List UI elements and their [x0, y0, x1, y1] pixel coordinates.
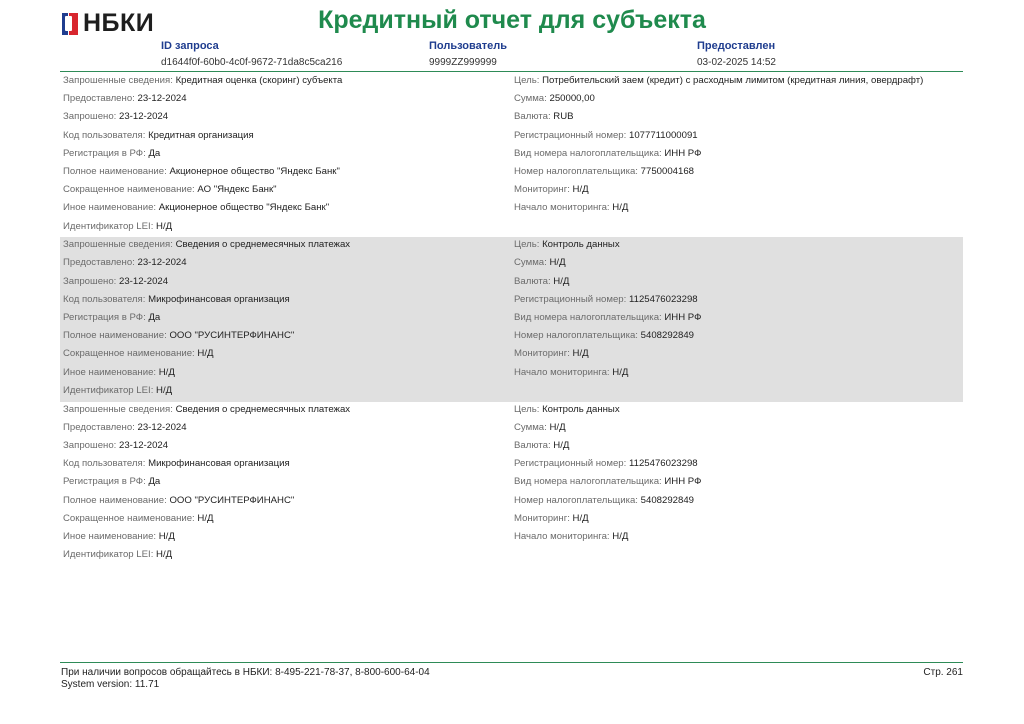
field-label: Полное наименование: — [63, 330, 167, 342]
field-row — [63, 348, 510, 366]
field-row — [63, 385, 510, 403]
field-row — [514, 166, 963, 184]
field-value: ИНН РФ — [664, 476, 702, 488]
field-row — [514, 276, 963, 294]
field-label: Запрошено: — [63, 111, 117, 123]
footer-divider — [60, 662, 963, 663]
field-row — [63, 330, 510, 348]
field-label: Номер налогоплательщика: — [514, 494, 638, 506]
field-value: 5408292849 — [640, 330, 695, 342]
field-value: Н/Д — [572, 184, 589, 196]
field-value: Н/Д — [553, 439, 570, 451]
field-label: Запрошено: — [63, 439, 117, 451]
field-value: Контроль данных — [542, 239, 620, 251]
field-row — [514, 312, 963, 330]
meta-request-id — [161, 40, 342, 68]
field-label: Регистрационный номер: — [514, 458, 627, 470]
field-row — [63, 148, 510, 166]
field-value: Микрофинансовая организация — [148, 458, 290, 470]
field-row — [514, 202, 963, 220]
field-value: Н/Д — [197, 512, 214, 524]
field-label: Запрошено: — [63, 275, 117, 287]
field-value: Н/Д — [197, 348, 214, 360]
field-value: 7750004168 — [640, 165, 695, 177]
field-label: Валюта: — [514, 439, 551, 451]
field-row — [514, 294, 963, 312]
field-row — [514, 75, 963, 93]
meta-value: d1644f0f-60b0-4c0f-9672-71da8c5ca216 — [161, 57, 343, 68]
field-value: Акционерное общество "Яндекс Банк" — [169, 165, 340, 177]
field-label: Иное наименование: — [63, 530, 157, 542]
field-value: Н/Д — [156, 549, 173, 561]
field-value: Кредитная организация — [148, 129, 254, 141]
field-row — [63, 93, 510, 111]
field-label: Полное наименование: — [63, 165, 167, 177]
meta-user — [429, 40, 507, 68]
field-label: Валюта: — [514, 275, 551, 287]
field-value: 23-12-2024 — [119, 111, 169, 123]
field-label: Запрошенные сведения: — [63, 239, 173, 251]
field-value: ИНН РФ — [664, 312, 702, 324]
field-value: Н/Д — [549, 257, 566, 269]
field-value: Да — [148, 147, 161, 159]
field-value: Н/Д — [572, 512, 589, 524]
field-label: Вид номера налогоплательщика: — [514, 476, 662, 488]
inquiry-section — [60, 237, 963, 401]
field-row — [514, 111, 963, 129]
meta-provided — [697, 40, 776, 68]
meta-label: Предоставлен — [697, 40, 776, 52]
field-value: ИНН РФ — [664, 147, 702, 159]
field-row — [514, 330, 963, 348]
field-label: Идентификатор LEI: — [63, 220, 154, 232]
field-row — [514, 184, 963, 202]
field-value: 23-12-2024 — [137, 421, 187, 433]
field-label: Запрошенные сведения: — [63, 75, 173, 86]
field-row — [63, 312, 510, 330]
meta-value: 03-02-2025 14:52 — [697, 57, 776, 68]
inquiry-column-left — [60, 75, 510, 237]
field-label: Код пользователя: — [63, 129, 146, 141]
field-label: Регистрация в РФ: — [63, 147, 146, 159]
field-row — [63, 202, 510, 220]
footer-contact: При наличии вопросов обращайтесь в НБКИ: 8-495-221-78-37, 8-800-600-64-04 — [61, 667, 430, 678]
field-row — [63, 422, 510, 440]
page-number: Стр. 261 — [923, 667, 963, 678]
field-row — [63, 549, 510, 567]
meta-label: ID запроса — [161, 40, 219, 52]
field-row — [63, 184, 510, 202]
field-label: Иное наименование: — [63, 202, 157, 214]
field-value: ООО "РУСИНТЕРФИНАНС" — [169, 494, 295, 506]
field-label: Начало мониторинга: — [514, 366, 610, 378]
field-row — [63, 130, 510, 148]
field-row — [514, 531, 963, 549]
field-label: Вид номера налогоплательщика: — [514, 147, 662, 159]
field-value: Сведения о среднемесячных платежах — [175, 403, 351, 415]
field-value: RUB — [553, 111, 574, 123]
logo-text: НБКИ — [83, 9, 155, 37]
field-row — [63, 221, 510, 239]
field-value: Н/Д — [572, 348, 589, 360]
field-label: Предоставлено: — [63, 93, 135, 105]
field-value: Н/Д — [553, 275, 570, 287]
inquiry-section — [60, 73, 963, 237]
field-label: Мониторинг: — [514, 512, 570, 524]
field-label: Идентификатор LEI: — [63, 549, 154, 561]
field-label: Регистрационный номер: — [514, 129, 627, 141]
field-value: 1125476023298 — [628, 458, 698, 470]
field-row — [63, 513, 510, 531]
field-label: Сумма: — [514, 93, 547, 105]
field-label: Предоставлено: — [63, 257, 135, 269]
field-value: 1125476023298 — [628, 293, 698, 305]
field-row — [63, 404, 510, 422]
field-label: Цель: — [514, 239, 540, 251]
field-label: Вид номера налогоплательщика: — [514, 312, 662, 324]
field-label: Регистрационный номер: — [514, 293, 627, 305]
inquiry-column-right — [510, 75, 963, 237]
field-row — [63, 531, 510, 549]
field-value: 23-12-2024 — [137, 257, 187, 269]
field-row — [514, 148, 963, 166]
inquiry-section — [60, 402, 963, 566]
inquiry-column-left — [60, 239, 510, 401]
field-row — [514, 404, 963, 422]
field-label: Валюта: — [514, 111, 551, 123]
field-label: Сокращенное наименование: — [63, 184, 195, 196]
field-row — [63, 440, 510, 458]
field-row — [63, 166, 510, 184]
field-value: 23-12-2024 — [137, 93, 187, 105]
field-label: Регистрация в РФ: — [63, 476, 146, 488]
field-label: Идентификатор LEI: — [63, 384, 154, 396]
field-value: 23-12-2024 — [119, 439, 169, 451]
inquiry-column-left — [60, 404, 510, 566]
field-row — [514, 367, 963, 385]
field-row — [514, 93, 963, 111]
field-value: Н/Д — [612, 202, 629, 214]
field-value: Н/Д — [158, 530, 175, 542]
meta-value: 9999ZZ999999 — [429, 57, 497, 68]
field-row — [63, 367, 510, 385]
field-value: Микрофинансовая организация — [148, 293, 290, 305]
field-row — [514, 476, 963, 494]
footer-version: System version: 11.71 — [61, 679, 160, 690]
field-value: Акционерное общество "Яндекс Банк" — [158, 202, 330, 214]
field-row — [514, 495, 963, 513]
page-title: Кредитный отчет для субъекта — [318, 6, 706, 34]
field-value: 23-12-2024 — [119, 275, 169, 287]
field-value: ООО "РУСИНТЕРФИНАНС" — [169, 330, 295, 342]
field-value: Потребительский заем (кредит) с расходным лимитом (кредитная линия, овердрафт) — [542, 75, 924, 86]
field-row — [63, 257, 510, 275]
meta-label: Пользователь — [429, 40, 508, 52]
field-value: Н/Д — [549, 421, 566, 433]
field-label: Код пользователя: — [63, 293, 146, 305]
field-label: Сумма: — [514, 421, 547, 433]
field-row — [63, 294, 510, 312]
field-value: Сведения о среднемесячных платежах — [175, 239, 351, 251]
field-row — [514, 130, 963, 148]
field-row — [63, 239, 510, 257]
field-label: Мониторинг: — [514, 348, 570, 360]
field-value: Да — [148, 476, 161, 488]
field-label: Код пользователя: — [63, 458, 146, 470]
field-label: Предоставлено: — [63, 421, 135, 433]
field-label: Иное наименование: — [63, 366, 157, 378]
field-value: Н/Д — [156, 220, 173, 232]
field-value: 1077711000091 — [628, 129, 698, 141]
field-label: Регистрация в РФ: — [63, 312, 146, 324]
field-label: Сокращенное наименование: — [63, 512, 195, 524]
field-value: Кредитная оценка (скоринг) субъекта — [175, 75, 343, 86]
field-value: Контроль данных — [542, 403, 620, 415]
field-label: Начало мониторинга: — [514, 530, 610, 542]
field-row — [63, 111, 510, 129]
field-label: Запрошенные сведения: — [63, 403, 173, 415]
field-label: Сумма: — [514, 257, 547, 269]
field-row — [63, 276, 510, 294]
inquiry-sections — [60, 73, 963, 566]
field-value: 5408292849 — [640, 494, 695, 506]
field-row — [63, 476, 510, 494]
field-row — [514, 440, 963, 458]
field-row — [63, 75, 510, 93]
inquiry-column-right — [510, 239, 963, 401]
field-value: Н/Д — [158, 366, 175, 378]
field-value: Н/Д — [612, 530, 629, 542]
field-label: Начало мониторинга: — [514, 202, 610, 214]
field-row — [514, 257, 963, 275]
field-label: Сокращенное наименование: — [63, 348, 195, 360]
field-value: 250000,00 — [549, 93, 595, 105]
field-label: Номер налогоплательщика: — [514, 330, 638, 342]
field-row — [63, 458, 510, 476]
field-row — [63, 495, 510, 513]
header-divider — [60, 71, 963, 72]
field-row — [514, 348, 963, 366]
footer — [61, 667, 430, 691]
field-row — [514, 422, 963, 440]
field-value: Н/Д — [612, 366, 629, 378]
field-value: АО "Яндекс Банк" — [197, 184, 277, 196]
field-label: Номер налогоплательщика: — [514, 165, 638, 177]
inquiry-column-right — [510, 404, 963, 566]
field-value: Да — [148, 312, 161, 324]
field-row — [514, 458, 963, 476]
field-label: Цель: — [514, 403, 540, 415]
field-label: Полное наименование: — [63, 494, 167, 506]
field-row — [514, 513, 963, 531]
field-label: Мониторинг: — [514, 184, 570, 196]
field-label: Цель: — [514, 75, 540, 86]
field-value: Н/Д — [156, 384, 173, 396]
field-row — [514, 239, 963, 257]
